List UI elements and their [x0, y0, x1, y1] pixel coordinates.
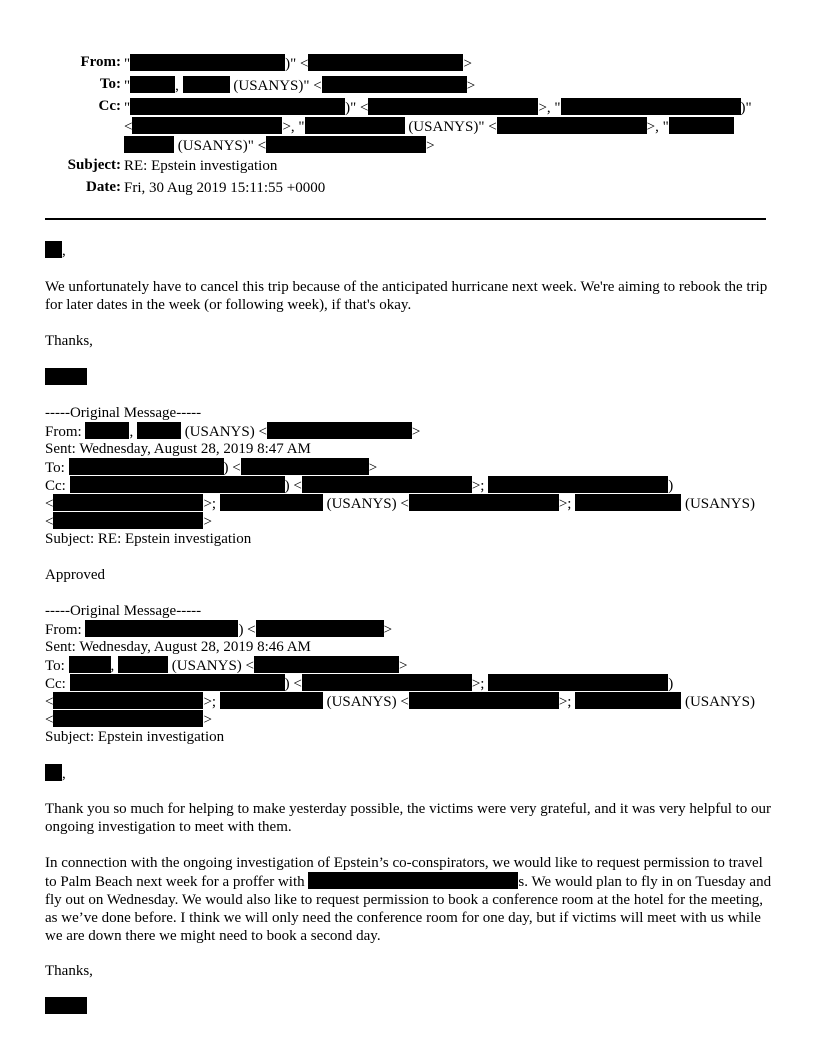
- paragraph-thank-you: Thank you so much for helping to make yesterday possible, the victims were very grateful, and it was very helpful to our ongoing investigation to meet with them.: [45, 801, 772, 835]
- cc-value-line3: (USANYS)" < >: [124, 136, 435, 155]
- from-value: " )" < >: [124, 56, 472, 72]
- thanks-2: Thanks,: [45, 963, 93, 979]
- orig2-cc-line1: Cc: ) < >; ): [45, 676, 674, 692]
- paragraph-request: In connection with the ongoing investigation of Epstein’s co-conspirators, we would like to request permission to travel to Palm Beach next week for a proffer with s. We would plan to fly in on Tuesday and fly out on Wednesday. We would also like to request permission to book a conference room at the hotel for the meeting, as we’ve done before. I think we will only need the conference room for one day, but if victims will meet with us while we are down there we might need to book a second day.: [45, 855, 772, 944]
- orig2-cc-line3: < >: [45, 712, 212, 728]
- greeting: ,: [45, 241, 66, 260]
- date-value: Fri, 30 Aug 2019 15:11:55 +0000: [124, 180, 326, 196]
- date-label: Date:: [86, 179, 121, 195]
- signature-redacted-2: [45, 997, 87, 1016]
- orig2-to: To: , (USANYS) < >: [45, 658, 408, 674]
- header-divider: [45, 218, 766, 220]
- orig2-cc-line2: < >; (USANYS) < >; (USANYS): [45, 694, 755, 710]
- orig1-from: From: , (USANYS) < >: [45, 424, 421, 440]
- cc-value-line2: < >, " (USANYS)" < >, ": [124, 117, 734, 136]
- signature-redacted-1: [45, 368, 87, 387]
- original-marker-2: -----Original Message-----: [45, 603, 202, 619]
- subject-value: RE: Epstein investigation: [124, 158, 278, 174]
- greeting-2: ,: [45, 764, 66, 783]
- orig1-cc-line3: < >: [45, 514, 212, 530]
- subject-label: Subject:: [67, 157, 121, 173]
- cc-label: Cc:: [98, 98, 121, 114]
- orig2-from: From: ) < >: [45, 622, 393, 638]
- orig2-subject: Subject: Epstein investigation: [45, 729, 225, 745]
- orig1-cc-line1: Cc: ) < >; ): [45, 478, 674, 494]
- orig2-sent: Sent: Wednesday, August 28, 2019 8:46 AM: [45, 639, 311, 655]
- approved-text: Approved: [45, 567, 105, 583]
- orig1-sent: Sent: Wednesday, August 28, 2019 8:47 AM: [45, 441, 311, 457]
- orig1-to: To: ) < >: [45, 460, 378, 476]
- to-label: To:: [99, 76, 121, 92]
- thanks-1: Thanks,: [45, 333, 93, 349]
- orig1-cc-line2: < >; (USANYS) < >; (USANYS): [45, 496, 755, 512]
- original-marker-1: -----Original Message-----: [45, 405, 202, 421]
- paragraph-cancel: We unfortunately have to cancel this trip because of the anticipated hurricane next week. We're aiming to rebook the trip for later dates in the week (or following week), if that's okay.: [45, 279, 768, 313]
- from-label: From:: [80, 54, 121, 70]
- cc-value-line1: " )" < >, " )": [124, 100, 752, 116]
- to-value: " , (USANYS)" < >: [124, 78, 476, 94]
- orig1-subject: Subject: RE: Epstein investigation: [45, 531, 252, 547]
